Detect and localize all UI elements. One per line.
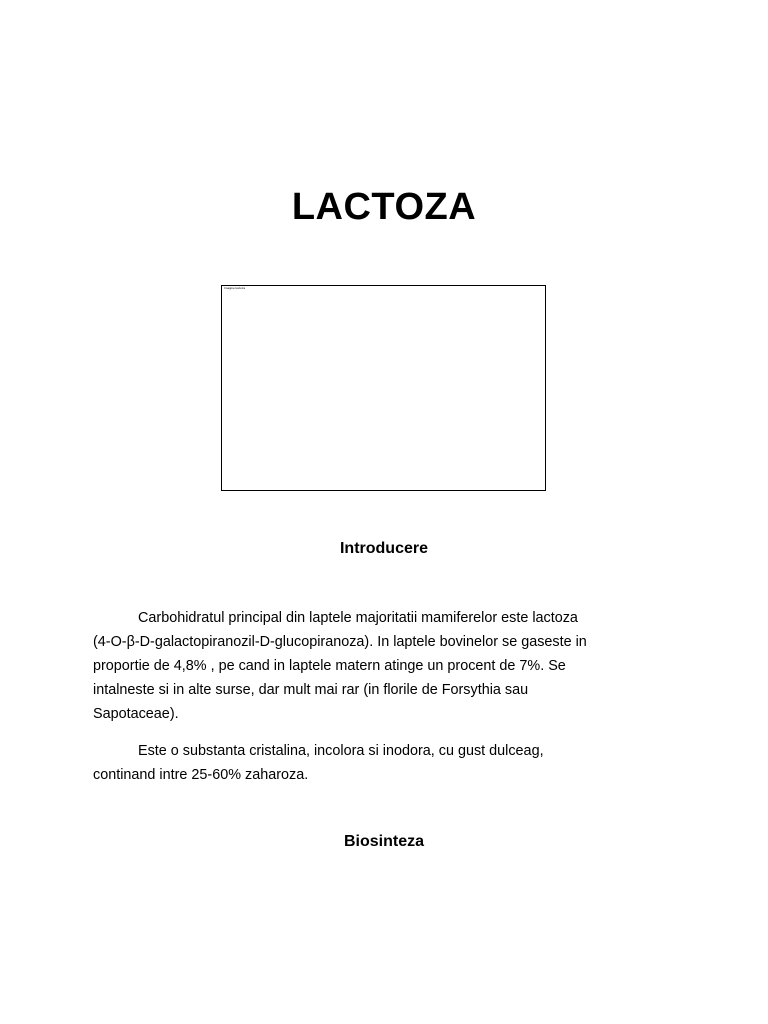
paragraph-line: Sapotaceae). <box>93 706 179 722</box>
paragraph-line: proportie de 4,8% , pe cand in laptele matern atinge un procent de 7%. Se <box>93 658 566 674</box>
paragraph-intro-1 <box>93 606 675 726</box>
figure-caption: Imagine lactoza <box>224 286 246 290</box>
paragraph-line: Carbohidratul principal din laptele majoritatii mamiferelor este lactoza <box>138 610 578 626</box>
paragraph-intro-2 <box>93 739 675 787</box>
paragraph-line: intalneste si in alte surse, dar mult mai rar (in florile de Forsythia sau <box>93 682 529 698</box>
section-heading-introducere: Introducere <box>339 540 428 557</box>
figure-placeholder <box>221 285 546 491</box>
paragraph-line: continand intre 25-60% zaharoza. <box>93 767 309 783</box>
paragraph-line: Este o substanta cristalina, incolora si inodora, cu gust dulceag, <box>138 743 544 759</box>
section-heading-biosinteza: Biosinteza <box>343 833 424 850</box>
paragraph-line: (4-O-β-D-galactopiranozil-D-glucopiranoza). In laptele bovinelor se gaseste in <box>93 634 587 650</box>
document-title: LACTOZA <box>291 186 477 228</box>
